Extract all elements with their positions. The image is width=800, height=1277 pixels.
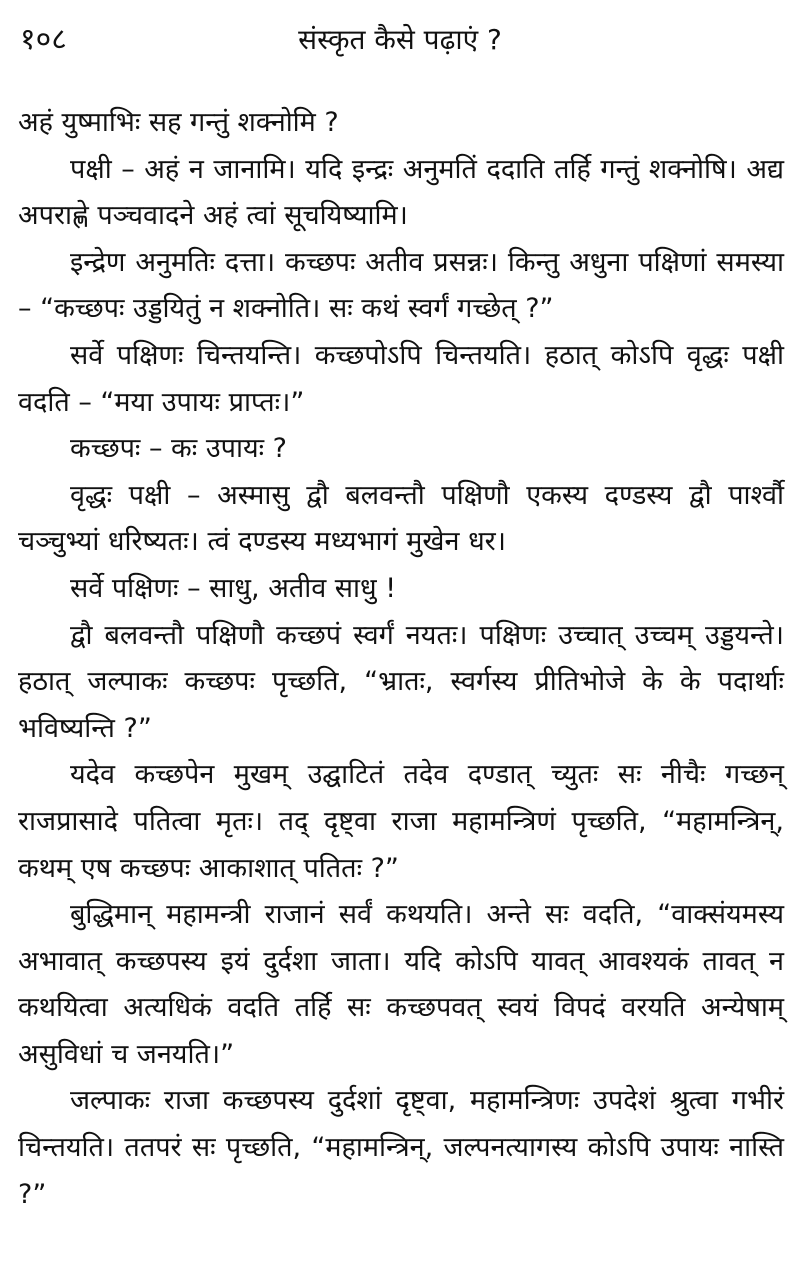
paragraph: द्वौ बलवन्तौ पक्षिणौ कच्छपं स्वर्गं नयतः। पक्षिणः उच्चात् उच्चम् उड्डयन्ते। हठात् जल्पाकः कच्छपः पृच्छति, “भ्रातः, स्वर्गस्य प्रीतिभोजे के के पदार्थाः भविष्यन्ति ?” bbox=[18, 619, 784, 744]
paragraph: सर्वे पक्षिणः चिन्तयन्ति। कच्छपोऽपि चिन्तयति। हठात् कोऽपि वृद्धः पक्षी वदति – “मया उपायः प्राप्तः।” bbox=[18, 339, 784, 418]
paragraph: अहं युष्माभिः सह गन्तुं शक्नोमि ? bbox=[18, 107, 339, 138]
paragraph: कच्छपः – कः उपायः ? bbox=[70, 433, 287, 465]
page-number: १०८ bbox=[20, 22, 67, 57]
body-text bbox=[18, 100, 784, 1218]
running-title: संस्कृत कैसे पढ़ाएं ? bbox=[298, 23, 502, 56]
paragraph: वृद्धः पक्षी – अस्मासु द्वौ बलवन्तौ पक्षिणौ एकस्य दण्डस्य द्वौ पार्श्वौ चञ्चुभ्यां धरिष्यतः। त्वं दण्डस्य मध्यभागं मुखेन धर। bbox=[18, 479, 784, 558]
page-header bbox=[0, 14, 800, 64]
paragraph: बुद्धिमान् महामन्त्री राजानं सर्वं कथयति। अन्ते सः वदति, “वाक्संयमस्य अभावात् कच्छपस्य इयं दुर्दशा जाता। यदि कोऽपि यावत् आवश्यकं तावत् न कथयित्वा अत्यधिकं वदति तर्हि सः कच्छपवत् स्वयं विपदं वरयति अन्येषाम् असुविधां च जनयति।” bbox=[18, 899, 784, 1070]
paragraph: इन्द्रेण अनुमतिः दत्ता। कच्छपः अतीव प्रसन्नः। किन्तु अधुना पक्षिणां समस्या – “कच्छपः उड्डयितुं न शक्नोति। सः कथं स्वर्गं गच्छेत् ?” bbox=[18, 246, 784, 325]
paragraph: पक्षी – अहं न जानामि। यदि इन्द्रः अनुमतिं ददाति तर्हि गन्तुं शक्नोषि। अद्य अपराह्णे पञ्चवादने अहं त्वां सूचयिष्यामि। bbox=[18, 153, 784, 232]
paragraph: यदेव कच्छपेन मुखम् उद्घाटितं तदेव दण्डात् च्युतः सः नीचैः गच्छन् राजप्रासादे पतित्वा मृतः। तद् दृष्ट्वा राजा महामन्त्रिणं पृच्छति, “महामन्त्रिन्, कथम् एष कच्छपः आकाशात् पतितः ?” bbox=[18, 759, 784, 884]
paragraph: जल्पाकः राजा कच्छपस्य दुर्दशां दृष्ट्वा, महामन्त्रिणः उपदेशं श्रुत्वा गभीरं चिन्तयति। ततपरं सः पृच्छति, “महामन्त्रिन्, जल्पनत्यागस्य कोऽपि उपायः नास्ति ?” bbox=[18, 1085, 784, 1210]
paragraph: सर्वे पक्षिणः – साधु, अतीव साधु ! bbox=[70, 572, 397, 604]
